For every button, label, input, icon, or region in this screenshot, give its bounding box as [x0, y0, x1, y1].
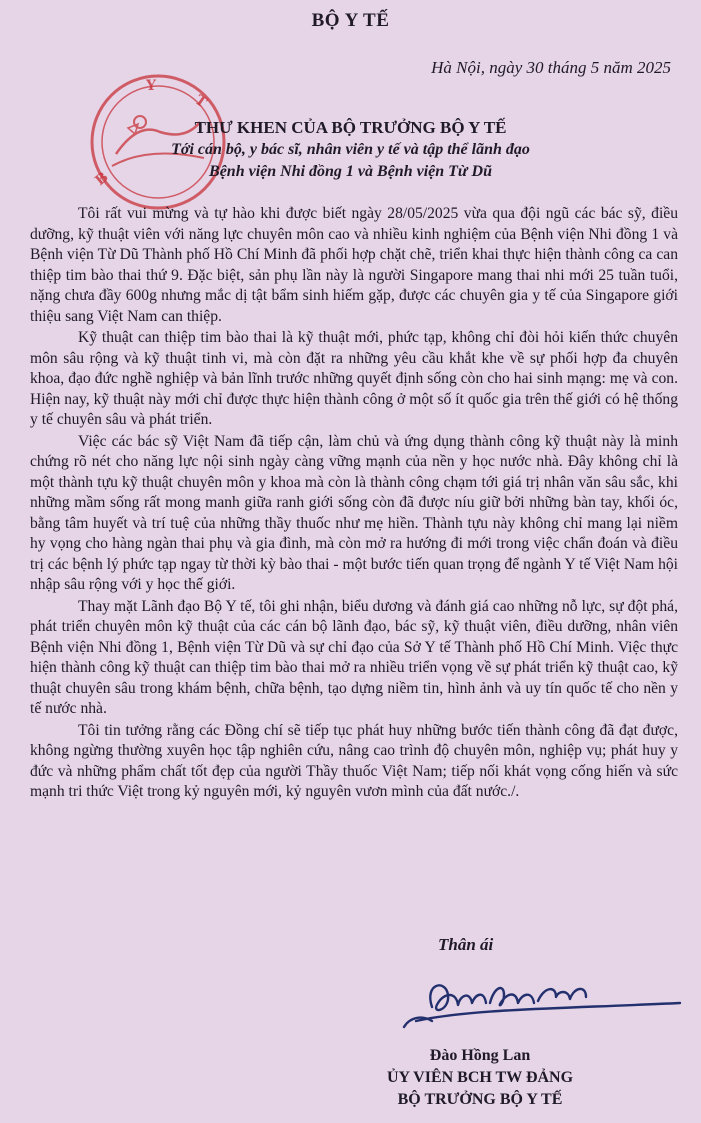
letter-title: THƯ KHEN CỦA BỘ TRƯỞNG BỘ Y TẾ: [194, 118, 507, 137]
signer-name: Đào Hồng Lan: [429, 1047, 531, 1064]
paragraph: Việc các bác sỹ Việt Nam đã tiếp cận, làm chủ và ứng dụng thành công kỹ thuật này là minh chứng rõ nét cho năng lực nội sinh ngày càng vững mạnh của nền y học nước nhà. Đây không chỉ là một thành tựu kỹ thuật chuyên môn y khoa mà còn là thành công chạm tới giá trị nhân văn sâu sắc, khi những mầm sống rất mong manh giữa ranh giới sống còn đã được níu giữ bởi những bàn tay, khối óc, bằng tâm huyết và trí tuệ của những thầy thuốc như mẹ hiền. Thành tựu này không chỉ mang lại niềm hy vọng cho hàng ngàn thai phụ và gia đình, mà còn mở ra hướng đi mới trong việc chẩn đoán và điều trị các bệnh lý phức tạp ngay từ thời kỳ bào thai - một bước tiến quan trọng để ngành Y tế Việt Nam hội nhập sâu rộng với y học thế giới.: [30, 432, 678, 593]
svg-text:T: T: [191, 92, 210, 112]
signer-role-1: ỦY VIÊN BCH TW ĐẢNG: [386, 1069, 574, 1086]
handwritten-signature: [320, 965, 700, 1045]
paragraph: Thay mặt Lãnh đạo Bộ Y tế, tôi ghi nhận, biểu dương và đánh giá cao những nỗ lực, sự đột phá, phát triển chuyên môn kỹ thuật của các cán bộ lãnh đạo, bác sỹ, kỹ thuật viên, điều dưỡng, nhân viên Bệnh viện Nhi đồng 1, Bệnh viện Từ Dũ và sự chỉ đạo của Sở Y tế Thành phố Hồ Chí Minh. Việc thực hiện thành công kỹ thuật can thiệp tim bào thai mở ra nhiều triển vọng về sự phát triển kỹ thuật cao, kỹ thuật chuyên sâu trong khám bệnh, chữa bệnh, tạo dựng niềm tin, hình ảnh và uy tín quốc tế cho nền y tế nước nhà.: [30, 597, 678, 717]
recipients-line-2: Bệnh viện Nhi đồng 1 và Bệnh viện Từ Dũ: [209, 163, 492, 180]
ministry-heading: BỘ Y TẾ: [311, 10, 390, 31]
paragraph: Kỹ thuật can thiệp tim bào thai là kỹ thuật mới, phức tạp, không chỉ đòi hỏi kiến thức chuyên môn sâu rộng và kỹ thuật tinh vi, mà còn đặt ra những yêu cầu khắt khe về sự phối hợp đa chuyên khoa, đạo đức nghề nghiệp và bản lĩnh trước những quyết định sống còn cho hai sinh mạng: mẹ và con. Hiện nay, kỹ thuật này mới chỉ được thực hiện thành công ở một số ít quốc gia trên thế giới có hệ thống y tế chuyên sâu và phát triển.: [30, 329, 678, 428]
paragraph: Tôi tin tưởng rằng các Đồng chí sẽ tiếp tục phát huy những bước tiến thành công đã đạt được, không ngừng thường xuyên học tập nghiên cứu, nâng cao trình độ chuyên môn, nghiệp vụ; phát huy y đức và những phẩm chất tốt đẹp của người Thầy thuốc Việt Nam; tiếp nối khát vọng cống hiến và sức mạnh tri thức Việt trong kỷ nguyên mới, kỷ nguyên vươn mình của đất nước./.: [30, 721, 678, 800]
place-date: Hà Nội, ngày 30 tháng 5 năm 2025: [431, 58, 671, 77]
letter-body: [30, 204, 678, 804]
seal-lettering: Y: [146, 78, 156, 94]
paragraph: Tôi rất vui mừng và tự hào khi được biết ngày 28/05/2025 vừa qua đội ngũ các bác sỹ, điều dưỡng, kỹ thuật viên với năng lực chuyên môn cao và nhiều kinh nghiệm của Bệnh viện Nhi đồng 1 và Bệnh viện Từ Dũ Thành phố Hồ Chí Minh đã phối hợp chặt chẽ, triển khai thực hiện thành công ca can thiệp tim bào thai thứ 9. Đặc biệt, sản phụ lần này là người Singapore mang thai nhi mới 25 tuần tuổi, nặng chưa đầy 600g nhưng mắc dị tật bẩm sinh hiếm gặp, được các chuyên gia y tế của Singapore giới thiệu sang Việt Nam can thiệp.: [30, 205, 678, 325]
svg-text:B: B: [92, 169, 112, 190]
signer-role-2: BỘ TRƯỞNG BỘ Y TẾ: [397, 1091, 563, 1108]
recipients-line-1: Tới cán bộ, y bác sĩ, nhân viên y tế và tập thể lãnh đạo: [171, 141, 530, 158]
closing-salutation: Thân ái: [438, 935, 494, 954]
